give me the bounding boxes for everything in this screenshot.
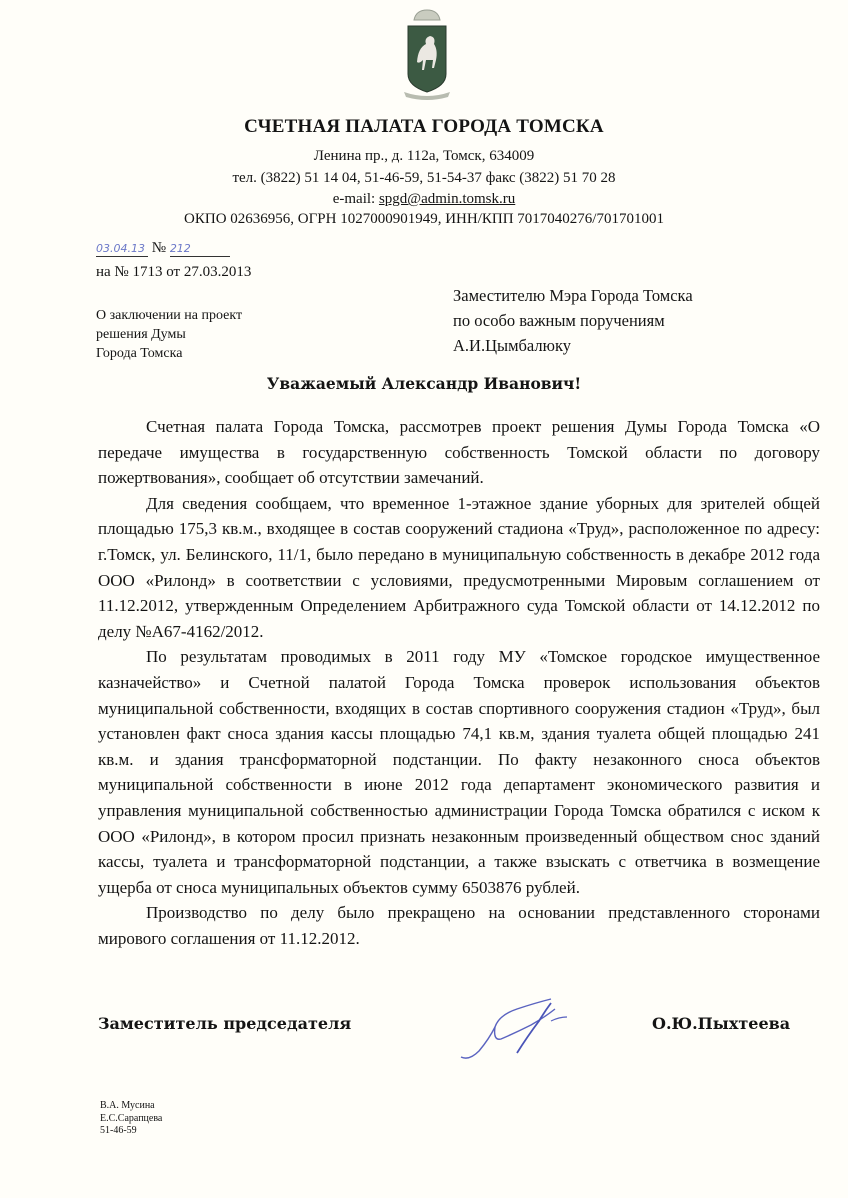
signer-name: О.Ю.Пыхтеева [652,1014,791,1033]
addressee-block [453,283,693,358]
executor-phone: 51-46-59 [100,1125,137,1136]
outgoing-number-handwritten: 212 [169,242,191,255]
addressee-line: А.И.Цымбалюку [453,336,571,355]
body-paragraph: Для сведения сообщаем, что временное 1-этажное здание уборных для зрителей общей площадью 175,3 кв.м., входящее в состав сооружений стадиона «Труд», расположенное по адресу: г.Томск, ул. Белинского, 11/1, было передано в муниципальную собственность в декабре 2012 года ООО «Рилонд» в соответствии с условиями, предусмотренными Мировым соглашением от 11.12.2012, утвержденным Определением Арбитражного суда Томской области от 14.12.2012 по делу №А67-4162/2012. [98,493,820,641]
executors-block [100,1100,162,1138]
addressee-line: по особо важным поручениям [453,311,665,330]
number-sign: № [151,240,167,256]
tomsk-coat-of-arms-icon [402,4,452,100]
letter-subject [96,306,242,363]
salutation: Уважаемый Александр Иванович! [266,374,582,393]
signer-title: Заместитель председателя [98,1014,352,1033]
outgoing-number-line [96,240,296,264]
body-paragraph: Производство по делу было прекращено на основании представленного сторонами мирового соглашения от 11.12.2012. [98,903,820,948]
organization-phones: тел. (3822) 51 14 04, 51-46-59, 51-54-37 факс (3822) 51 70 28 [232,170,616,186]
executor-line: Е.С.Сарапцева [100,1112,163,1124]
outgoing-date-handwritten: 03.04.13 [96,242,145,255]
subject-line: Города Томска [96,346,183,361]
executor-line: В.А. Мусина [100,1100,155,1111]
addressee-line: Заместителю Мэра Города Томска [453,286,693,305]
outgoing-number-field [170,240,230,257]
reply-reference: на № 1713 от 27.03.2013 [96,264,252,280]
email-label: e-mail: [332,191,379,207]
subject-line: О заключении на проект [96,308,243,323]
letter-body [98,414,820,951]
organization-email-line [0,191,848,208]
body-paragraph: По результатам проводимых в 2011 году МУ «Томское городское имущественное казначейство» и Счетной палатой Города Томска проверок использования объектов муниципальной собственности, входящих в состав спортивного сооружения стадион «Труд», был установлен факт сноса здания кассы площадью 74,1 кв.м, здания туалета общей площадью 241 кв.м. и здания трансформаторной подстанции. По факту незаконного сноса объектов муниципальной собственности в июне 2012 года департамент экономического развития и управления муниципальной собственностью администрации Города Томска обратился с иском к ООО «Рилонд», в котором просил признать незаконным произведенный обществом снос зданий кассы, туалета и трансформаторной подстанции, а также взыскать с ответчика в возмещение ущерба от сноса муниципальных объектов сумму 6503876 рублей. [98,647,820,897]
handwritten-signature-icon [455,995,585,1065]
subject-line: решения Думы [96,327,186,342]
organization-codes: ОКПО 02636956, ОГРН 1027000901949, ИНН/КПП 7017040276/701701001 [184,211,664,227]
outgoing-date-field [96,240,148,257]
body-paragraph: Счетная палата Города Томска, рассмотрев проект решения Думы Города Томска «О передаче имущества в государственную собственность Томской области по договору пожертвования», сообщает об отсутствии замечаний. [98,417,820,488]
organization-name: СЧЕТНАЯ ПАЛАТА ГОРОДА ТОМСКА [244,116,604,137]
organization-address: Ленина пр., д. 112а, Томск, 634009 [313,148,535,164]
email-link[interactable]: spgd@admin.tomsk.ru [378,191,516,207]
